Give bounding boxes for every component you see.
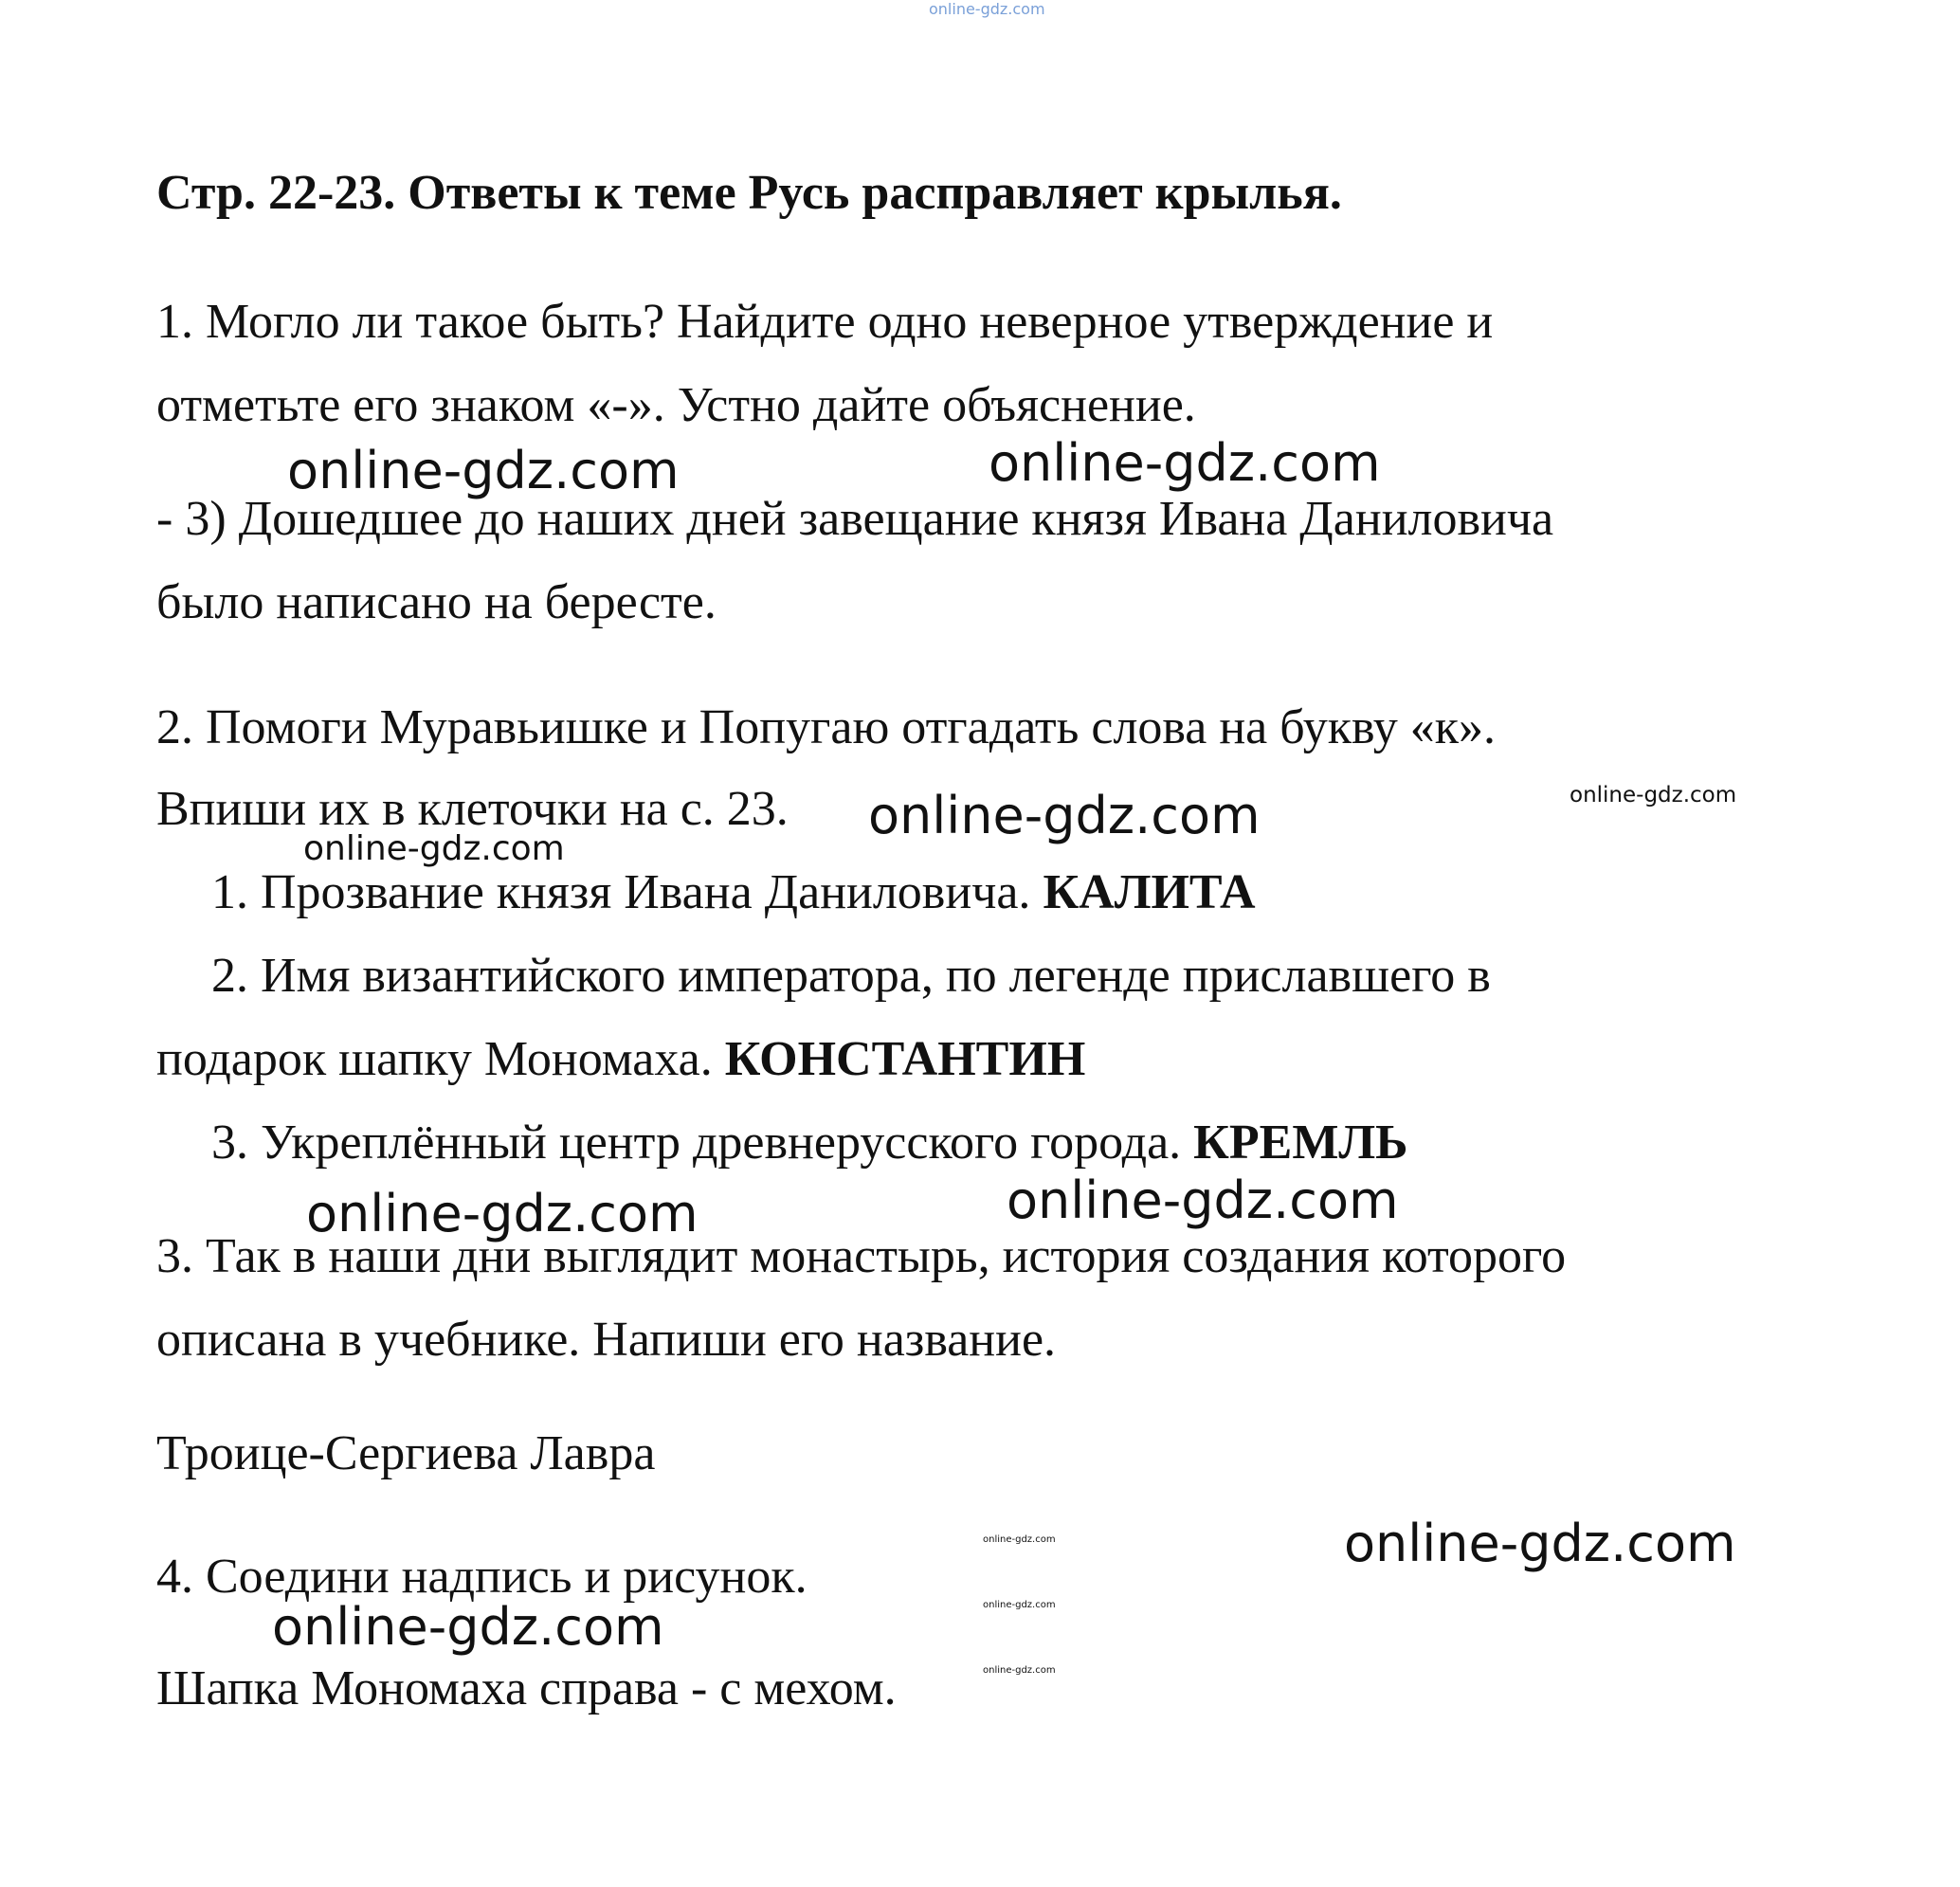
q2-item-3-text: 3. Укреплённый центр древнерусского города. [211,1116,1194,1170]
q2-item-3-answer: КРЕМЛЬ [1193,1116,1408,1170]
watermark: online-gdz.com [287,441,680,500]
watermark: online-gdz.com [983,1665,1056,1676]
page-title: Стр. 22-23. Ответы к теме Русь расправляет крылья. [156,166,1342,220]
watermark: online-gdz.com [1007,1170,1399,1230]
q1-answer-line-1: - 3) Дошедшее до наших дней завещание князя Ивана Даниловича [156,492,1554,546]
q2-item-2-answer: КОНСТАНТИН [724,1032,1086,1086]
q2-line-1: 2. Помоги Муравьишке и Попугаю отгадать слова на букву «к». [156,700,1497,754]
q3-line-2: описана в учебнике. Напиши его название. [156,1313,1057,1367]
watermark: online-gdz.com [303,829,565,868]
q2-item-2-text: подарок шапку Мономаха. [156,1032,725,1086]
watermark: online-gdz.com [989,433,1381,493]
q3-answer: Троице-Сергиева Лавра [156,1426,656,1480]
q1-answer-line-2: было написано на бересте. [156,575,717,629]
watermark: online-gdz.com [868,786,1261,845]
watermark: online-gdz.com [983,1534,1056,1545]
watermark: online-gdz.com [306,1184,699,1243]
watermark: online-gdz.com [1344,1514,1736,1573]
q1-line-1: 1. Могло ли такое быть? Найдите одно неверное утверждение и [156,295,1494,349]
watermark: online-gdz.com [983,1600,1056,1610]
q2-item-2-line-1: 2. Имя византийского императора, по легенде приславшего в [211,949,1491,1003]
watermark: online-gdz.com [1570,783,1737,807]
q3-line-1: 3. Так в наши дни выглядит монастырь, история создания которого [156,1229,1567,1283]
q2-item-3 [211,1115,1408,1171]
q2-line-2: Впиши их в клеточки на с. 23. [156,782,789,836]
q4-answer: Шапка Мономаха справа - с мехом. [156,1661,897,1715]
header-watermark: online-gdz.com [929,0,1045,18]
q2-item-1 [211,864,1256,921]
q2-item-1-text: 1. Прозвание князя Ивана Даниловича. [211,865,1044,919]
q2-item-1-answer: КАЛИТА [1043,865,1256,919]
q4-line-1: 4. Соедини надпись и рисунок. [156,1550,808,1604]
q2-item-2 [156,1031,1085,1088]
watermark: online-gdz.com [272,1597,664,1657]
q1-line-2: отметьте его знаком «-». Устно дайте объяснение. [156,378,1196,432]
